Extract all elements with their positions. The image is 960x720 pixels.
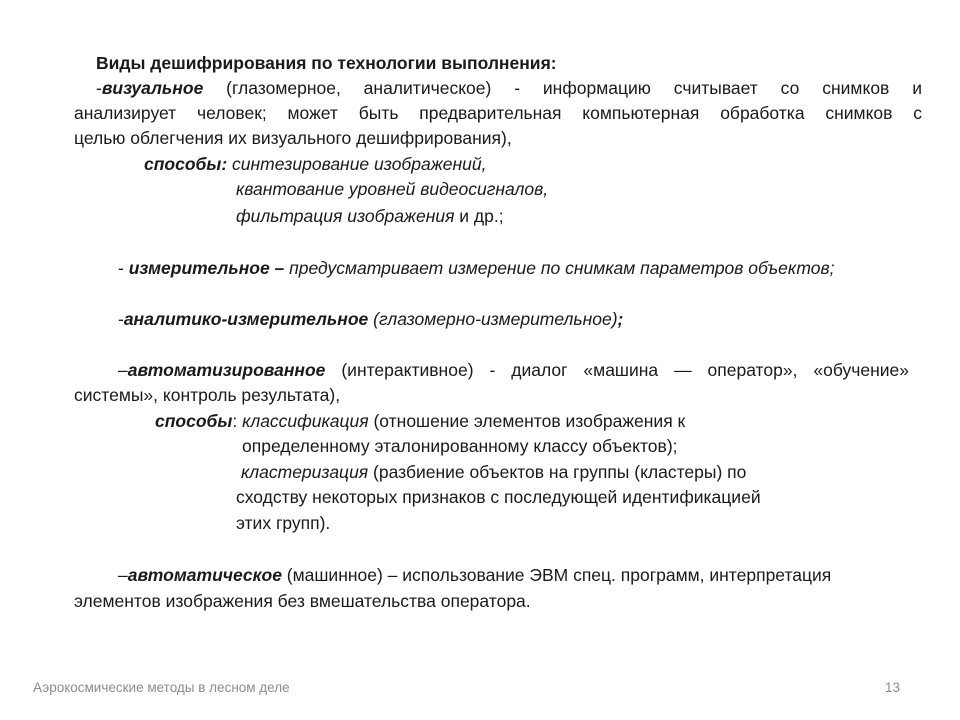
measuring-desc: предусматривает измерение по снимкам параметров объектов; [289, 258, 835, 278]
analytic-measuring-line [118, 308, 623, 330]
automated-method-1-rest: (отношение элементов изображения к [368, 411, 686, 431]
visual-methods-label: способы: [144, 154, 228, 174]
analytic-dash: - [118, 309, 124, 329]
visual-desc-2: анализирует человек; может быть предварительная компьютерная обработка снимков с [74, 103, 922, 123]
automatic-term: автоматическое [127, 565, 282, 585]
visual-method-2: квантование уровней видеосигналов, [236, 179, 549, 199]
automatic-line-1 [118, 564, 831, 586]
visual-line-1 [96, 77, 922, 99]
automated-methods-line-4 [236, 486, 761, 508]
automatic-dash: – [118, 565, 128, 585]
automated-line-2 [74, 384, 340, 406]
automated-methods-colon: : [232, 411, 243, 431]
analytic-semicolon: ; [617, 309, 624, 329]
automated-desc-2: системы», контроль результата), [74, 385, 341, 405]
visual-line-3 [74, 127, 512, 149]
footer-title: Аэрокосмические методы в лесном деле [33, 680, 290, 695]
automatic-desc: (машинное) – использование ЭВМ спец. программ, интерпретация [281, 565, 832, 585]
analytic-term: аналитико-измерительное [123, 309, 369, 329]
slide-heading [96, 52, 557, 74]
automated-methods-line-1 [155, 410, 685, 432]
automated-desc: (интерактивное) - диалог «машина — оператор», «обучение» [325, 360, 909, 380]
page-number: 13 [885, 680, 901, 695]
automated-methods-line-5 [236, 512, 330, 534]
automated-dash: – [118, 360, 128, 380]
automated-methods-label: способы [155, 411, 233, 431]
visual-dash: - [96, 78, 102, 98]
automated-method-1-cont: определенному эталонированному классу объектов); [242, 436, 678, 456]
visual-method-3-rest: и др.; [454, 206, 504, 226]
automated-methods-line-3 [241, 461, 746, 483]
automated-method-2-rest: (разбиение объектов на группы (кластеры) по [368, 462, 747, 482]
visual-desc: (глазомерное, аналитическое) - информацию считывает со снимков и [203, 78, 922, 98]
visual-line-2 [74, 102, 922, 124]
automated-method-2-cont: сходству некоторых признаков с последующей идентификацией [236, 487, 761, 507]
automated-method-2: кластеризация [241, 462, 369, 482]
automated-method-1: классификация [242, 411, 369, 431]
automated-term: автоматизированное [127, 360, 326, 380]
automatic-line-2 [74, 590, 531, 612]
visual-methods-line-3 [236, 205, 504, 227]
visual-method-3: фильтрация изображения [236, 206, 455, 226]
automated-method-2-end: этих групп). [236, 513, 331, 533]
visual-method-1: синтезирование изображений, [227, 154, 487, 174]
measuring-dash: - [118, 258, 129, 278]
visual-methods-line-2 [236, 178, 548, 200]
automated-methods-line-2 [242, 435, 678, 457]
visual-desc-3: целью облегчения их визуального дешифрирования), [74, 128, 512, 148]
automated-line-1 [118, 359, 909, 381]
measuring-term: измерительное – [128, 258, 290, 278]
measuring-line [118, 257, 834, 279]
automatic-desc-2: элементов изображения без вмешательства оператора. [74, 591, 531, 611]
visual-term: визуальное [101, 78, 204, 98]
visual-methods-line-1 [144, 153, 486, 175]
heading-text: Виды дешифрирования по технологии выполнения: [96, 53, 557, 73]
analytic-desc: (глазомерно-измерительное) [368, 309, 618, 329]
